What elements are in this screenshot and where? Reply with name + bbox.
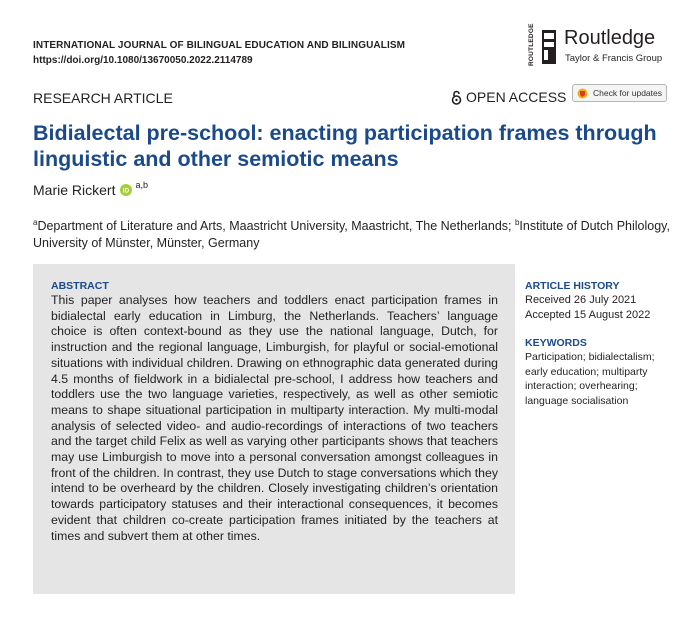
publisher-name: Routledge [564,27,656,49]
check-for-updates-button[interactable] [572,84,667,102]
keywords-heading: KEYWORDS [525,337,587,349]
article-type: RESEARCH ARTICLE [33,90,173,106]
publisher-side-text: ROUTLEDGE [528,23,535,66]
publisher-logo[interactable] [528,23,673,66]
keywords-text: Participation; bidialectalism; early education; multiparty interaction; overhearing; language socialisation [525,351,655,407]
affiliation-a: Department of Literature and Arts, Maastricht University, Maastricht, The Netherlands; [37,219,515,234]
abstract-heading: ABSTRACT [51,280,109,292]
affiliation-mark-b: b [514,218,520,227]
abstract-text: This paper analyses how teachers and toddlers enact participation frames in bidialectal early education in Limburg, the Netherlands. Teachers’ language choice is often context-bound as they use the national language, Dutch, for instruction and the regional language, Limburgish, for playful or social-emotional situations with individual children. Drawing on ethnographic data generated during 4.5 months of fieldwork in a bidialectal pre-school, I address how teachers and toddlers use the two language varieties, respectively, as well as other semiotic means to shape situational participation in multiparty interaction. My multi-modal analysis of selected video- and audio-recordings of interactions of two teachers and the target child Felix as well as varying other participants shows that teachers may use Limburgish to move into a personal conversation amongst colleagues in front of the children. In contrast, they use Dutch to stage conversations which they intend to be overheard by the children. Closely investigating children’s orientation towards participatory statuses and their interactional consequences, it becomes evident that children co-create participation frames initiated by the teachers at times and subvert them at other times. [51,293,498,543]
article-title: Bidialectal pre-school: enacting participation frames through linguistic and other semiotic means [33,121,657,171]
affiliation-mark-a: a [33,218,38,227]
open-access-badge [451,89,566,105]
author-affiliation-marks: a,b [135,180,148,190]
journal-name: INTERNATIONAL JOURNAL OF BILINGUAL EDUCATION AND BILINGUALISM [33,40,406,51]
svg-text:iD: iD [123,187,130,195]
open-access-label: OPEN ACCESS [466,89,567,105]
check-updates-icon [577,88,588,99]
accepted-date: Accepted 15 August 2022 [525,308,651,321]
check-updates-label: Check for updates [593,88,662,98]
received-date: Received 26 July 2021 [525,294,637,306]
article-history [525,293,650,322]
affiliation-b: Institute of Dutch Philology, University of Münster, Münster, Germany [33,219,670,251]
author-line [33,182,148,198]
publisher-group: Taylor & Francis Group [565,53,663,64]
orcid-icon[interactable] [120,184,132,196]
doi-link[interactable]: https://doi.org/10.1080/13670050.2022.2114789 [33,55,253,66]
open-lock-icon [451,90,462,105]
affiliations [33,214,673,252]
article-history-heading: ARTICLE HISTORY [525,280,620,292]
author-name[interactable]: Marie Rickert [33,182,116,198]
